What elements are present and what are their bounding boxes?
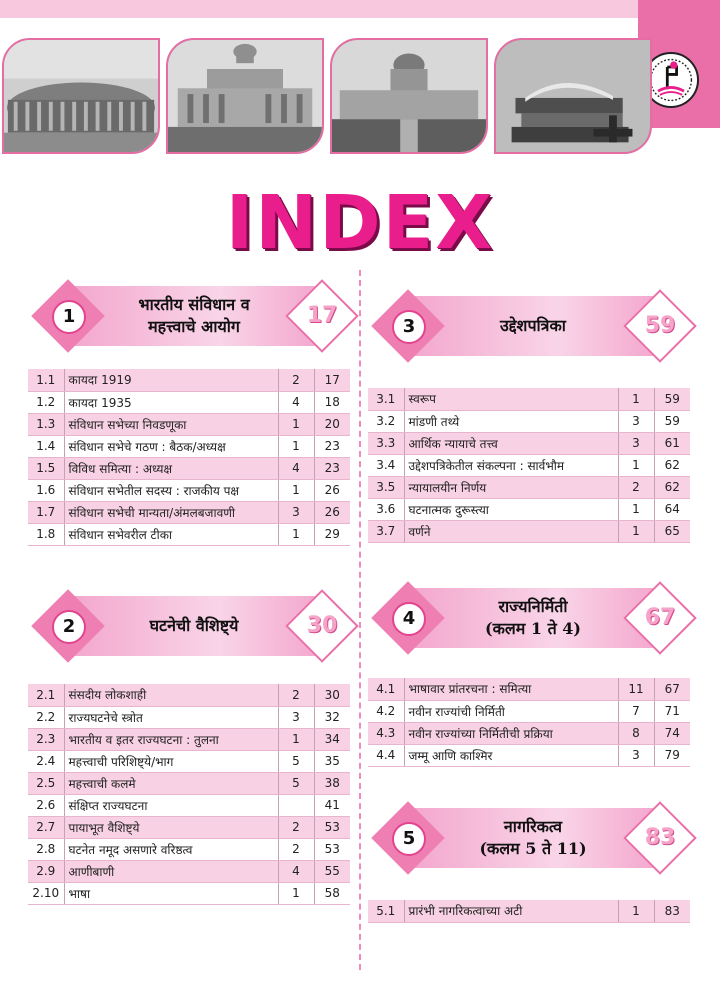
row-topic: मांडणी तथ्ये [404,410,618,432]
row-page: 62 [654,454,690,476]
row-page: 64 [654,498,690,520]
row-page: 41 [314,794,350,816]
row-number: 2.2 [28,706,64,728]
toc-row [28,816,350,838]
row-question-count: 3 [618,432,654,454]
chapter-1-header [28,278,360,354]
row-question-count: 3 [278,706,314,728]
top-band [0,0,720,18]
toc-row [28,435,350,457]
row-question-count: 11 [618,678,654,700]
row-number: 2.3 [28,728,64,750]
chapter-title: नागरिकत्व (कलम 5 ते 11) [479,817,587,858]
row-topic: भाषा [64,882,278,904]
row-page: 67 [654,678,690,700]
row-question-count: 1 [278,882,314,904]
row-number: 2.4 [28,750,64,772]
toc-row [368,520,690,542]
row-page: 35 [314,750,350,772]
row-question-count: 1 [278,479,314,501]
row-question-count: 2 [278,838,314,860]
row-number: 3.6 [368,498,404,520]
row-page: 20 [314,413,350,435]
row-page: 23 [314,457,350,479]
toc-row [368,900,690,922]
toc-row [28,838,350,860]
row-number: 4.2 [368,700,404,722]
law-books-photo [494,38,652,154]
row-question-count: 2 [278,816,314,838]
chapter-title: उद्देशपत्रिका [500,316,566,335]
chapter-number-badge: 4 [372,582,444,654]
toc-row [28,479,350,501]
row-question-count: 4 [278,391,314,413]
row-number: 4.1 [368,678,404,700]
row-question-count: 1 [278,435,314,457]
row-page: 53 [314,816,350,838]
row-number: 3.7 [368,520,404,542]
chapter-5-header [368,800,698,876]
row-question-count: 1 [618,900,654,922]
toc-row [368,722,690,744]
row-topic: कायदा 1919 [64,369,278,391]
toc-row [28,882,350,904]
toc-row [28,794,350,816]
row-number: 3.3 [368,432,404,454]
toc-row [368,700,690,722]
row-question-count: 3 [278,501,314,523]
chapter-number-badge: 5 [372,802,444,874]
row-question-count: 3 [618,410,654,432]
chapter-4-table [368,678,690,767]
row-number: 1.2 [28,391,64,413]
row-number: 2.5 [28,772,64,794]
row-topic: भारतीय व इतर राज्यघटना : तुलना [64,728,278,750]
row-number: 1.7 [28,501,64,523]
row-page: 58 [314,882,350,904]
chapter-5-table [368,900,690,923]
row-topic: न्यायालयीन निर्णय [404,476,618,498]
row-topic: संविधान सभेचे गठण : बैठक/अध्यक्ष [64,435,278,457]
row-topic: स्वरूप [404,388,618,410]
row-question-count: 1 [278,728,314,750]
chapter-title: भारतीय संविधान व महत्त्वाचे आयोग [138,295,250,336]
row-question-count: 1 [618,520,654,542]
row-topic: पायाभूत वैशिष्ट्ये [64,816,278,838]
toc-row [28,860,350,882]
row-number: 5.1 [368,900,404,922]
row-topic: आर्थिक न्यायाचे तत्त्व [404,432,618,454]
row-question-count: 2 [278,684,314,706]
row-page: 65 [654,520,690,542]
toc-row [28,728,350,750]
toc-row [368,498,690,520]
supreme-court-photo [166,38,324,154]
chapter-title: राज्यनिर्मिती (कलम 1 ते 4) [485,597,581,638]
row-number: 4.3 [368,722,404,744]
row-topic: संसदीय लोकशाही [64,684,278,706]
row-page: 53 [314,838,350,860]
row-page: 61 [654,432,690,454]
chapter-1-table [28,369,350,546]
row-question-count: 4 [278,860,314,882]
chapter-4-header [368,580,698,656]
row-topic: जम्मू आणि काश्मिर [404,744,618,766]
toc-row [368,454,690,476]
toc-row [368,476,690,498]
row-page: 29 [314,523,350,545]
toc-row [28,750,350,772]
row-page: 62 [654,476,690,498]
row-page: 59 [654,388,690,410]
row-topic: उद्देशपत्रिकेतील संकल्पना : सार्वभौम [404,454,618,476]
row-question-count: 1 [278,413,314,435]
row-question-count: 8 [618,722,654,744]
chapter-number-badge: 1 [32,280,104,352]
row-topic: विविध समित्या : अध्यक्ष [64,457,278,479]
row-question-count: 1 [618,454,654,476]
toc-row [28,369,350,391]
row-number: 1.1 [28,369,64,391]
row-number: 1.3 [28,413,64,435]
chapter-3-table [368,388,690,543]
page-title: INDEX [225,180,495,266]
chapter-title: घटनेची वैशिष्ट्ये [149,616,239,635]
toc-row [28,772,350,794]
row-number: 2.8 [28,838,64,860]
row-page: 71 [654,700,690,722]
toc-row [368,678,690,700]
row-topic: वर्णने [404,520,618,542]
row-question-count: 1 [618,388,654,410]
row-topic: भाषावार प्रांतरचना : समित्या [404,678,618,700]
row-topic: नवीन राज्यांच्या निर्मितीची प्रक्रिया [404,722,618,744]
row-topic: संविधान सभेची मान्यता/अंमलबजावणी [64,501,278,523]
toc-row [28,501,350,523]
toc-row [368,410,690,432]
row-page: 23 [314,435,350,457]
parliament-photo [2,38,160,154]
toc-row [368,432,690,454]
row-page: 26 [314,501,350,523]
row-page: 83 [654,900,690,922]
chapter-number-badge: 2 [32,590,104,662]
row-number: 3.1 [368,388,404,410]
toc-row [28,413,350,435]
chapter-page-badge: 30 [284,590,360,662]
toc-row [28,706,350,728]
row-topic: संविधान सभेवरील टीका [64,523,278,545]
row-question-count: 7 [618,700,654,722]
row-page: 30 [314,684,350,706]
toc-row [368,744,690,766]
row-topic: नवीन राज्यांची निर्मिती [404,700,618,722]
row-topic: घटनेत नमूद असणारे वरिष्ठत्व [64,838,278,860]
chapter-2-header [28,588,360,664]
row-topic: महत्त्वाची परिशिष्ट्ये/भाग [64,750,278,772]
toc-row [28,391,350,413]
row-question-count: 5 [278,772,314,794]
row-number: 3.2 [368,410,404,432]
row-number: 1.4 [28,435,64,457]
toc-row [28,457,350,479]
row-number: 2.7 [28,816,64,838]
toc-row [28,684,350,706]
toc-row [28,523,350,545]
row-topic: संक्षिप्त राज्यघटना [64,794,278,816]
chapter-page-badge: 83 [622,802,698,874]
row-page: 38 [314,772,350,794]
row-number: 2.10 [28,882,64,904]
row-number: 2.6 [28,794,64,816]
row-topic: कायदा 1935 [64,391,278,413]
row-number: 1.8 [28,523,64,545]
row-page: 79 [654,744,690,766]
row-page: 17 [314,369,350,391]
row-topic: आणीबाणी [64,860,278,882]
chapter-3-header [368,288,698,364]
row-number: 3.4 [368,454,404,476]
row-question-count: 3 [618,744,654,766]
row-page: 55 [314,860,350,882]
row-number: 2.9 [28,860,64,882]
row-page: 26 [314,479,350,501]
row-question-count [278,794,314,816]
row-page: 18 [314,391,350,413]
row-number: 1.5 [28,457,64,479]
chapter-page-badge: 17 [284,280,360,352]
row-page: 59 [654,410,690,432]
row-topic: राज्यघटनेचे स्त्रोत [64,706,278,728]
row-number: 4.4 [368,744,404,766]
chapter-page-badge: 59 [622,290,698,362]
row-page: 32 [314,706,350,728]
row-question-count: 5 [278,750,314,772]
row-topic: संविधान सभेतील सदस्य : राजकीय पक्ष [64,479,278,501]
row-question-count: 2 [618,476,654,498]
row-question-count: 1 [278,523,314,545]
row-page: 74 [654,722,690,744]
row-question-count: 4 [278,457,314,479]
row-topic: प्रारंभी नागरिकत्वाच्या अटी [404,900,618,922]
toc-row [368,388,690,410]
rashtrapati-bhavan-photo [330,38,488,154]
chapter-2-table [28,684,350,905]
row-topic: संविधान सभेच्या निवडणूका [64,413,278,435]
row-question-count: 1 [618,498,654,520]
row-topic: महत्त्वाची कलमे [64,772,278,794]
row-number: 2.1 [28,684,64,706]
row-topic: घटनात्मक दुरूस्त्या [404,498,618,520]
row-number: 1.6 [28,479,64,501]
row-question-count: 2 [278,369,314,391]
chapter-number-badge: 3 [372,290,444,362]
row-number: 3.5 [368,476,404,498]
chapter-page-badge: 67 [622,582,698,654]
row-page: 34 [314,728,350,750]
